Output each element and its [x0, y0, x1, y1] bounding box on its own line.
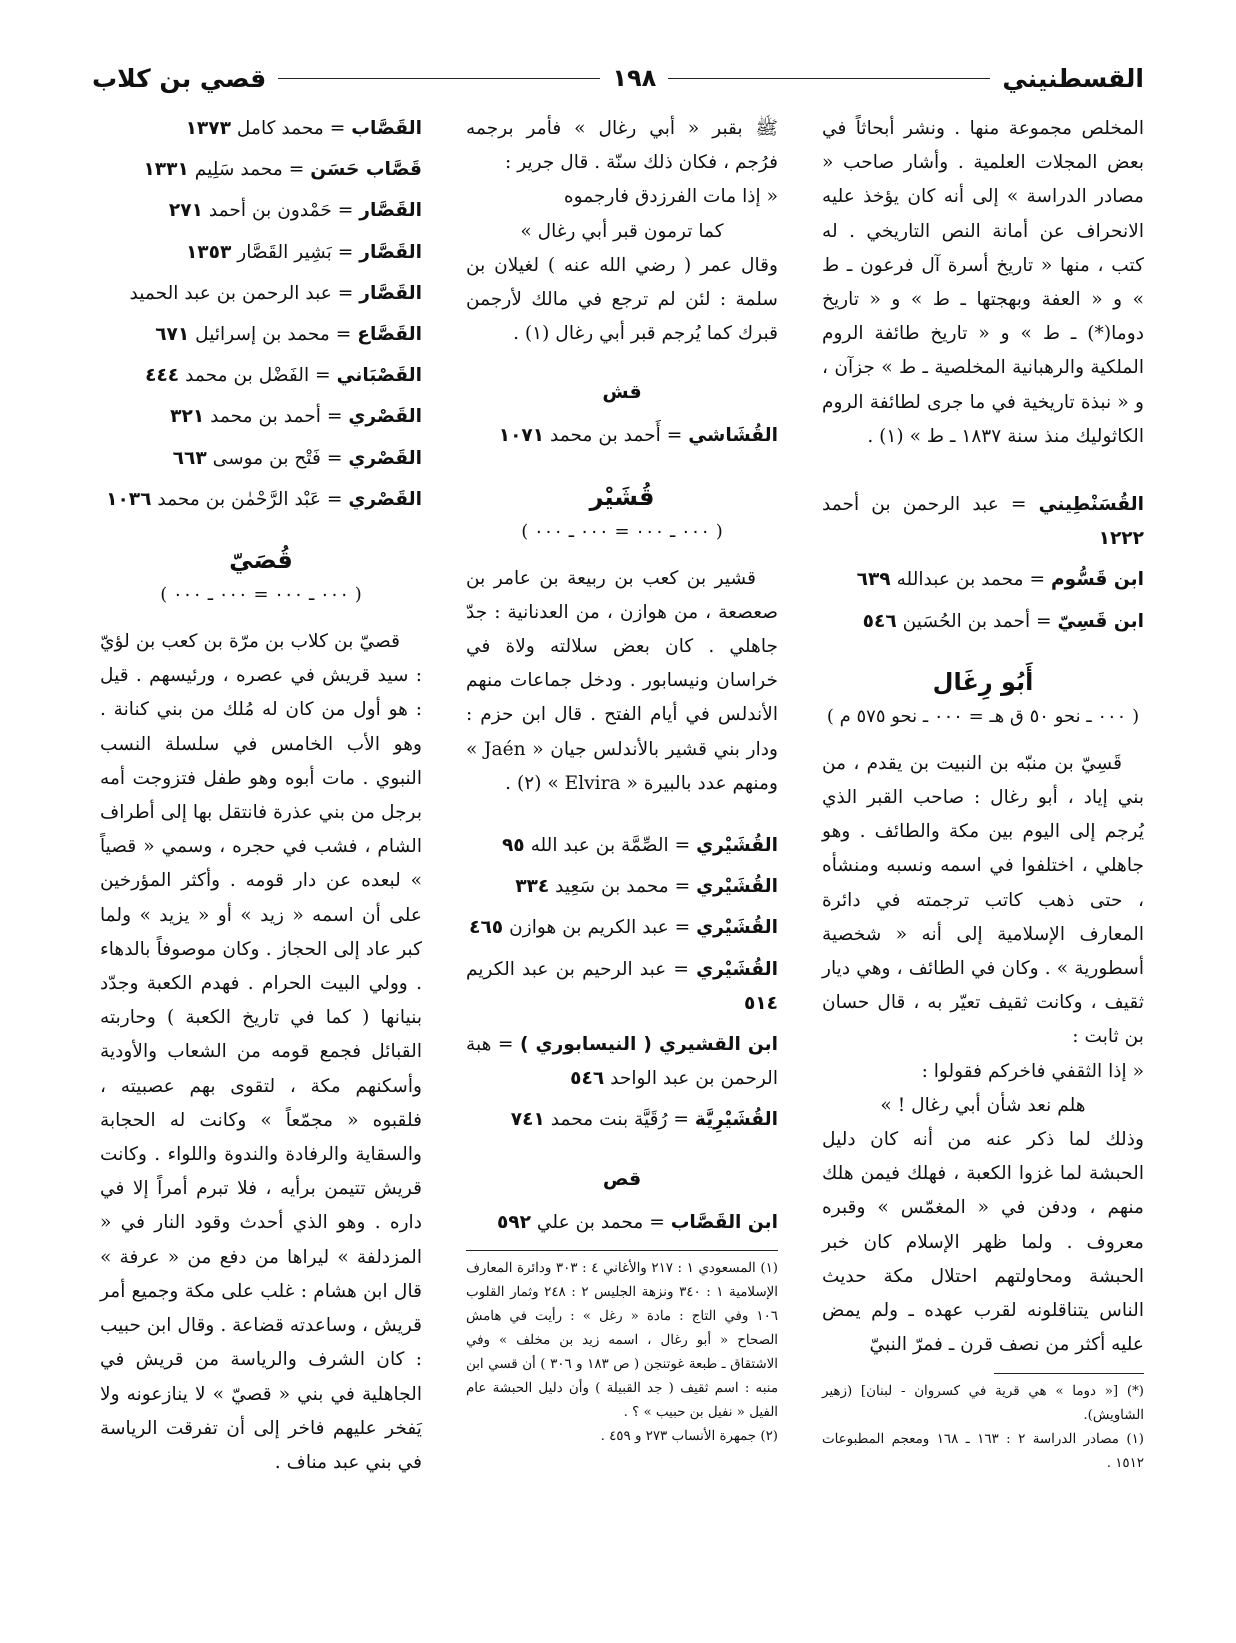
entry-ref: = هبة الرحمن بن عبد الواحد — [466, 1034, 778, 1090]
entry-line — [822, 563, 1144, 597]
header-rule-left — [278, 78, 600, 79]
entry-line — [100, 400, 422, 434]
column-right — [822, 112, 1144, 1603]
entry-ref: = عبد الرحمن بن عبد الحميد — [129, 282, 354, 304]
entry-name: القُشَيْري — [696, 876, 778, 898]
entry-ref: = عَبْد الرَّحْمٰن بن محمد — [157, 488, 343, 510]
entry-number: ٥٩٢ — [496, 1211, 531, 1233]
column-left — [100, 112, 422, 1603]
entry-number: ١٣٥٣ — [185, 241, 232, 263]
entry-line — [100, 153, 422, 187]
paragraph: قشير بن كعب بن ربيعة بن عامر بن صعصعة ، من هوازن ، من العدنانية : جدّ جاهلي . كان بعض سلالته ولاة في خراسان ونيسابور . ودخل جماعات منهم الأندلس في أيام الفتح . قال ابن حزم : ودار بني قشير بالأندلس جيان « Jaén » ومنهم عدد بالبيرة « Elvira » (٢) . — [466, 567, 779, 794]
entry-name: القَصْري — [348, 406, 422, 428]
entry-name: القَصَّاب — [351, 118, 422, 139]
verse-line: كما ترمون قبر أبي رغال » — [520, 220, 724, 242]
entry-name: ابن قَسُّوم — [1051, 569, 1144, 591]
entry-name: ابن القَصَّاب — [670, 1211, 778, 1233]
footnote-separator — [466, 1250, 778, 1251]
entry-ref: = محمد سَلِيم — [194, 159, 305, 181]
article-title: قُصَيّ — [229, 546, 293, 575]
entry-line — [100, 483, 422, 517]
entry-line — [100, 236, 422, 270]
entry-ref: = أحمد بن الحُسَين — [902, 610, 1052, 632]
entry-name: القُشَيْري — [696, 917, 778, 939]
spacer — [466, 801, 778, 829]
entry-name: القَصْري — [348, 488, 422, 510]
header-left-word: قصي بن كلاب — [92, 63, 267, 93]
entry-line — [466, 911, 778, 945]
entry-ref: = عبد الرحمن بن أحمد — [822, 494, 1027, 516]
entry-name: ابن قَسِيّ — [1057, 610, 1144, 632]
entry-line — [100, 318, 422, 352]
footnote: (١) مصادر الدراسة ٢ : ١٦٣ ـ ١٦٨ ومعجم المطبوعات ١٥١٢ . — [822, 1431, 1145, 1471]
paragraph: المخلص مجموعة منها . ونشر أبحاثاً في بعض المجلات العلمية . وأشار صاحب « مصادر الدراسة » إلى أنه كان يؤخذ عليه الانحراف عن أمانة النص التاريخي . له كتب ، منها « تاريخ أسرة آل فرعون ـ ط » و « العفة وبهجتها ـ ط » و « تاريخ دوما(*) ـ ط » و « تاريخ طائفة الروم الملكية والرهبانية المخلصية ـ ط » جزآن ، و « نبذة تاريخية في ما جرى لطائفة الروم الكاثوليك منذ سنة ١٨٣٧ ـ ط » (١) . — [822, 118, 1144, 447]
entry-line — [100, 194, 422, 228]
entry-ref: = محمد بن إسرائيل — [195, 324, 352, 346]
entry-number: ٦٣٩ — [856, 569, 891, 591]
entry-number: ٩٥ — [501, 835, 525, 857]
entry-line — [466, 1028, 778, 1096]
header-right-word: القسطنيني — [1002, 63, 1144, 93]
verse-line: هلم نعد شأن أبي رغال ! » — [880, 1094, 1086, 1116]
entry-line — [466, 870, 778, 904]
paragraph: وقال عمر ( رضي الله عنه ) لغيلان بن سلمة : لئن لم ترجع في مالك لأرجمن قبرك كما يُرجم قبر أبي رغال (١) . — [466, 254, 778, 345]
entry-ref: = محمد بن عبدالله — [896, 569, 1046, 591]
entry-ref: = أَحمد بن محمد — [550, 425, 683, 447]
paragraph: ﷺ بقبر « أبي رغال » فأمر برجمه فرُجم ، فكان ذلك سنّة . قال جرير : — [466, 118, 778, 174]
page-number: ١٩٨ — [612, 64, 657, 92]
section-heading: قص — [602, 1167, 642, 1190]
entry-ref: = الصِّمَّة بن عبد الله — [530, 835, 691, 857]
entry-ref: = محمد كامل — [236, 118, 346, 139]
footnote: (*) [« دوما » هي قرية في كسروان - لبنان] (زهير الشاويش). — [822, 1383, 1144, 1423]
spacer — [822, 454, 1144, 488]
entry-number: ٤٦٥ — [469, 917, 504, 939]
verse-line: « إذا الثقفي فاخركم فقولوا : — [921, 1060, 1144, 1082]
entry-number: ٤٤٤ — [145, 365, 180, 387]
entry-ref: = حَمْدون بن أحمد — [208, 200, 354, 222]
entry-name: القُسَنْطِيني — [1038, 494, 1144, 516]
entry-name: القُشَاشي — [688, 425, 778, 447]
entry-number: ٥٤٦ — [570, 1068, 605, 1090]
entry-number: ١٣٣١ — [143, 159, 189, 181]
entry-name: القَصَّار — [359, 241, 422, 263]
entry-number: ٦٦٣ — [172, 447, 207, 469]
entry-ref: = أحمد بن محمد — [210, 406, 343, 428]
entry-line — [466, 419, 778, 453]
entry-line — [822, 605, 1144, 639]
entry-ref: = محمد بن علي — [536, 1211, 665, 1233]
entry-number: ٢٧١ — [168, 200, 203, 222]
entry-line — [100, 277, 422, 311]
entry-ref: = عبد الكريم بن هوازن — [509, 917, 691, 939]
entry-number: ٣٢١ — [170, 406, 205, 428]
entry-line — [100, 442, 422, 476]
entry-ref: = رُقَيَّة بنت محمد — [550, 1109, 689, 1131]
entry-number: ٥١٤ — [743, 992, 778, 1014]
article-dates: ( ٠٠٠ ـ نحو ٥٠ ق هـ = ٠٠٠ ـ نحو ٥٧٥ م ) — [826, 705, 1140, 727]
verse-line: « إذا مات الفرزدق فارجموه — [563, 186, 778, 208]
footnote: (١) المسعودي ١ : ٢١٧ والأغاني ٤ : ٣٠٣ ودائرة المعارف الإسلامية ١ : ٣٤٠ ونزهة الجليس ٢ : ٢٤٨ وثمار القلوب ١٠٦ وفي التاج : مادة « رغل » : رأيت في هامش الصحاح « أبو رغال ، اسمه زيد بن مخلف » وفي الاشتقاق ـ طبعة غوتنجن ( ص ١٨٣ و ٣٠٦ ) أن قسي ابن منبه : اسم ثقيف ( جد القبيلة ) وأن دليل الحبشة عام الفيل « نفيل بن حبيب » ؟ . — [466, 1260, 779, 1420]
entry-ref: = فَتْح بن موسى — [212, 447, 343, 469]
header-rule-right — [668, 78, 990, 79]
entry-number: ٧٤١ — [510, 1109, 545, 1131]
entry-name: القَصَّار — [359, 282, 422, 304]
entry-ref: = بَشِير القَصَّار — [237, 241, 354, 263]
entry-number: ٥٤٦ — [862, 610, 897, 632]
entry-name: قَصَّاب حَسَن — [310, 159, 422, 181]
entry-ref: = عبد الرحيم بن عبد الكريم — [466, 958, 689, 980]
entry-line — [100, 359, 422, 393]
entry-line — [466, 829, 778, 863]
article-dates: ( ٠٠٠ ـ ٠٠٠ = ٠٠٠ ـ ٠٠٠ ) — [160, 584, 362, 606]
entry-number: ٦٧١ — [155, 324, 190, 346]
entry-number: ١٣٧٣ — [185, 118, 231, 139]
entry-line — [466, 1103, 778, 1137]
entry-number: ٣٣٤ — [515, 876, 550, 898]
entry-ref: = الفَضْل بن محمد — [185, 365, 331, 387]
entry-number: ١٢٢٢ — [1098, 528, 1144, 550]
section-heading: قش — [602, 381, 642, 404]
entry-number: ١٠٧١ — [498, 425, 545, 447]
entry-name: القَصْري — [348, 447, 422, 469]
article-dates: ( ٠٠٠ ـ ٠٠٠ = ٠٠٠ ـ ٠٠٠ ) — [521, 520, 723, 542]
entry-line — [822, 488, 1144, 556]
article-title: أَبُو رِغَال — [932, 667, 1034, 696]
entry-name: القُشَيْري — [696, 958, 778, 980]
column-middle — [466, 112, 778, 1603]
entry-line — [466, 953, 778, 1021]
entry-name: القَصَّاع — [357, 324, 422, 346]
entry-name: القَصَّار — [359, 200, 422, 222]
entry-name: القُشَيْري — [696, 835, 778, 857]
footnote: (٢) جمهرة الأنساب ٢٧٣ و ٤٥٩ . — [600, 1428, 778, 1444]
entry-number: ١٠٣٦ — [106, 488, 152, 510]
entry-line — [466, 1206, 778, 1240]
entry-name: القَصْبَاني — [336, 365, 422, 387]
running-header — [92, 60, 1144, 96]
paragraph: قصيّ بن كلاب بن مرّة بن كعب بن لؤيّ : سيد قريش في عصره ، ورئيسهم . قيل : هو أول من كان له مُلك من بني كنانة . وهو الأب الخامس في سلسلة النسب النبوي . مات أبوه وهو طفل فتزوجت أمه برجل من بني عذرة فانتقل بها إلى أطراف الشام ، فشب في حجره ، وسمي « قصياً » لبعده عن دار قومه . وأكثر المؤرخين على أن اسمه « زيد » أو « يزيد » ولما كبر عاد إلى الحجاز . وكان موصوفاً بالدهاء . وولي البيت الحرام . فهدم الكعبة وجدّد بنيانها ( كما في تاريخ الكعبة ) وحاربته القبائل فجمع قومه من الشعاب والأودية وأسكنهم مكة ، لتقوى بهم عصبيته ، فلقبوه « مجمّعاً » وكانت له الحجابة والسقاية والرفادة والندوة واللواء . وكانت قريش تتيمن برأيه ، فلا تبرم أمراً إلا في داره . وهو الذي أحدث وقود النار في « المزدلفة » ليراها من دفع من « عرفة » قال ابن هشام : غلب على مكة وجميع أمر قريش ، وساعدته قضاعة . وقال ابن حبيب : كان الشرف والرياسة من قريش في الجاهلية في بني « قصيّ » لا ينازعونه ولا يَفخر عليهم فاخر إلى أن تفرقت الرياسة في بني عبد مناف . — [100, 631, 422, 1473]
paragraph: قَسِيّ بن منبّه بن النبيت بن يقدم ، من بني إياد ، أبو رغال : صاحب القبر الذي يُرجم إلى اليوم بين مكة والطائف . وهو جاهلي ، اختلفوا في اسمه ونسبه ومنشأه ، حتى ذهب كاتب ترجمته في دائرة المعارف الإسلامية إلى أنه « شخصية أسطورية » . وكان في الطائف ، وهي ديار ثقيف ، وكانت ثقيف تعيّر به ، قال حسان بن ثابت : — [822, 752, 1144, 1048]
paragraph: وذلك لما ذكر عنه من أنه كان دليل الحبشة لما غزوا الكعبة ، فهلك فيمن هلك منهم ، ودفن في « المغمّس » وقبره معروف . ولما ظهر الإسلام كان خبر الحبشة ومحاولتهم احتلال مكة حديث الناس يتناقلونه لقرب عهده ـ ولم يمض عليه أكثر من نصف قرن ـ فمرّ النبيّ — [822, 1129, 1144, 1356]
entry-line — [100, 112, 422, 146]
entry-ref: = محمد بن سَعِيد — [555, 876, 691, 898]
article-title: قُشَيْر — [589, 482, 655, 511]
footnote-separator — [994, 1373, 1144, 1374]
entry-name: القُشَيْرِيَّة — [694, 1109, 778, 1131]
entry-name: ابن القشيري ( النيسابوري ) — [519, 1034, 779, 1056]
